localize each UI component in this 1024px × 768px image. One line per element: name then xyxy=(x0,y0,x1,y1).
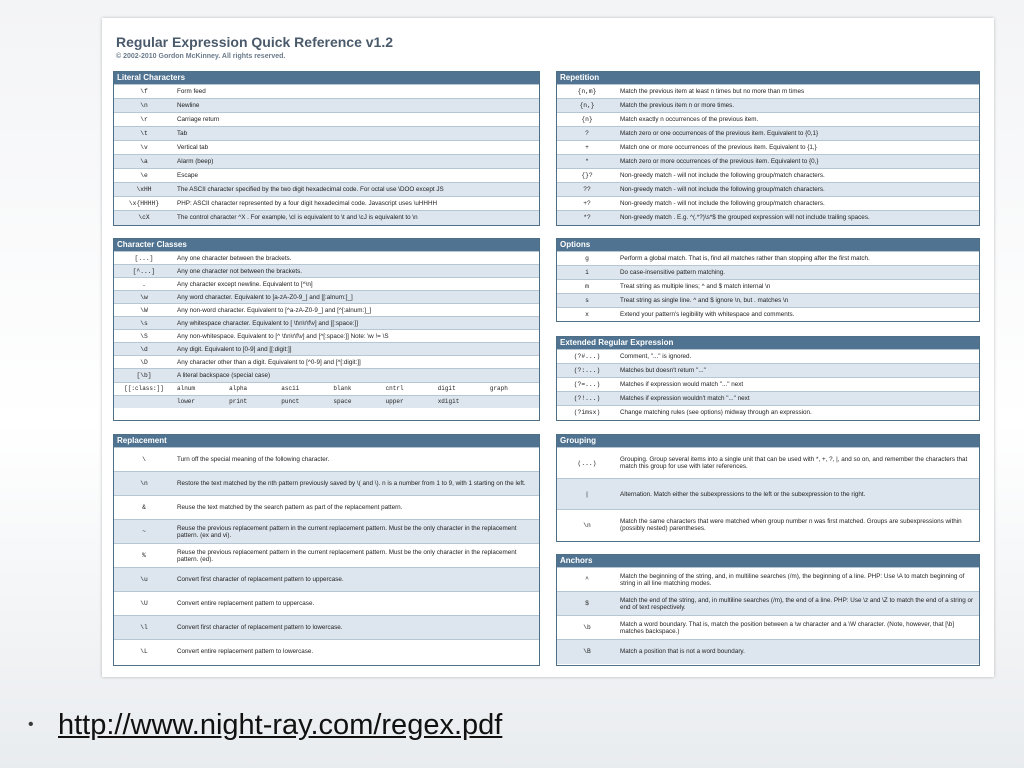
description: Matches if expression wouldn't match "..." next xyxy=(617,392,979,406)
table-row xyxy=(557,252,979,266)
class-name: punct xyxy=(278,395,330,408)
class-name: print xyxy=(226,395,278,408)
syntax-token: s xyxy=(557,294,617,308)
panel-title: Extended Regular Expression xyxy=(557,337,979,349)
table-row xyxy=(557,364,979,378)
grouping-table xyxy=(557,447,979,541)
syntax-token: \l xyxy=(114,616,174,640)
table-row xyxy=(557,308,979,322)
table-row xyxy=(114,265,539,278)
description: Alternation. Match either the subexpressions to the left or the subexpression to the right. xyxy=(617,479,979,510)
table-row xyxy=(557,479,979,510)
table-row xyxy=(114,640,539,664)
extended-table xyxy=(557,349,979,420)
syntax-token: & xyxy=(114,496,174,520)
table-row xyxy=(557,350,979,364)
syntax-token: [^...] xyxy=(114,265,174,278)
table-row xyxy=(114,278,539,291)
panel-extended-regex xyxy=(556,336,980,421)
description: Convert first character of replacement pattern to uppercase. xyxy=(174,568,539,592)
anchors-table xyxy=(557,567,979,664)
description: Any whitespace character. Equivalent to [ \t\n\r\f\v] and [[:space:]] xyxy=(174,317,539,330)
table-row xyxy=(114,592,539,616)
description: Reuse the previous replacement pattern in the current replacement pattern. Must be the only character in the replacement pattern. (ex and vi). xyxy=(174,520,539,544)
syntax-token: [...] xyxy=(114,252,174,265)
class-name: graph xyxy=(487,382,539,395)
description: Match the previous item n or more times. xyxy=(617,99,979,113)
description: Perform a global match. That is, find all matches rather than stopping after the first match. xyxy=(617,252,979,266)
panel-title: Anchors xyxy=(557,555,979,567)
description: Escape xyxy=(174,169,539,183)
table-row xyxy=(114,382,539,395)
table-row xyxy=(114,85,539,99)
panel-title: Character Classes xyxy=(114,239,539,251)
document-title: Regular Expression Quick Reference v1.2 xyxy=(116,34,394,50)
description: Reuse the text matched by the search pattern as part of the replacement pattern. xyxy=(174,496,539,520)
document-copyright: © 2002-2010 Gordon McKinney. All rights reserved. xyxy=(116,53,286,60)
syntax-token: {n,m} xyxy=(557,85,617,99)
syntax-token: \r xyxy=(114,113,174,127)
table-row xyxy=(114,330,539,343)
description: Match the end of the string, and, in multiline searches (/m), the end of a line. PHP: Use \z and \Z to match the end of a string or end of text respectively. xyxy=(617,592,979,616)
description: Comment, "..." is ignored. xyxy=(617,350,979,364)
table-row xyxy=(114,520,539,544)
syntax-token: \cX xyxy=(114,211,174,225)
class-name: alnum xyxy=(174,382,226,395)
syntax-token: \d xyxy=(114,343,174,356)
syntax-token: {n} xyxy=(557,113,617,127)
syntax-token: \n xyxy=(114,99,174,113)
table-row xyxy=(114,568,539,592)
description: Match one or more occurrences of the previous item. Equivalent to {1,} xyxy=(617,141,979,155)
description: Match exactly n occurrences of the previous item. xyxy=(617,113,979,127)
syntax-token: \D xyxy=(114,356,174,369)
table-row xyxy=(114,291,539,304)
table-row xyxy=(557,99,979,113)
description: Carriage return xyxy=(174,113,539,127)
description: Vertical tab xyxy=(174,141,539,155)
syntax-token: (?#...) xyxy=(557,350,617,364)
syntax-token: ?? xyxy=(557,183,617,197)
syntax-token: \a xyxy=(114,155,174,169)
description: Any word character. Equivalent to [a-zA-Z0-9_] and [[:alnum:]_] xyxy=(174,291,539,304)
syntax-token: $ xyxy=(557,592,617,616)
panel-title: Replacement xyxy=(114,435,539,447)
table-row xyxy=(557,592,979,616)
table-row xyxy=(557,183,979,197)
description: Match the beginning of the string, and, in multiline searches (/m), the beginning of a line. PHP: Use \A to match beginning of string in all line matching modes. xyxy=(617,568,979,592)
table-row xyxy=(114,113,539,127)
description: Non-greedy match - will not include the following group/match characters. xyxy=(617,183,979,197)
reference-link[interactable]: http://www.night-ray.com/regex.pdf xyxy=(58,709,503,741)
syntax-token: (?!...) xyxy=(557,392,617,406)
description: Extend your pattern's legibility with whitespace and comments. xyxy=(617,308,979,322)
panel-replacement xyxy=(113,434,540,666)
table-row xyxy=(114,472,539,496)
description: Non-greedy match - will not include the following group/match characters. xyxy=(617,197,979,211)
syntax-token: % xyxy=(114,544,174,568)
description: Convert first character of replacement pattern to lowercase. xyxy=(174,616,539,640)
panel-grouping xyxy=(556,434,980,542)
table-row xyxy=(557,211,979,225)
class-name xyxy=(487,395,539,408)
table-row xyxy=(114,99,539,113)
description: Any digit. Equivalent to [0-9] and [[:digit:]] xyxy=(174,343,539,356)
description: Alarm (beep) xyxy=(174,155,539,169)
options-table xyxy=(557,251,979,322)
table-row xyxy=(114,155,539,169)
bullet-marker: • xyxy=(28,716,34,733)
table-row xyxy=(557,294,979,308)
character-classes-table xyxy=(114,251,539,382)
syntax-token: \u xyxy=(114,568,174,592)
table-row xyxy=(557,169,979,183)
syntax-token: i xyxy=(557,266,617,280)
description: Match zero or one occurrences of the previous item. Equivalent to {0,1} xyxy=(617,127,979,141)
description: Reuse the previous replacement pattern in the current replacement pattern. Must be the only character in the replacement pattern. (ed). xyxy=(174,544,539,568)
table-row xyxy=(557,127,979,141)
syntax-token: \w xyxy=(114,291,174,304)
syntax-token: (?=...) xyxy=(557,378,617,392)
syntax-token: \U xyxy=(114,592,174,616)
panel-title: Grouping xyxy=(557,435,979,447)
table-row xyxy=(557,85,979,99)
description: Non-greedy match - will not include the following group/match characters. xyxy=(617,169,979,183)
class-name: blank xyxy=(330,382,382,395)
syntax-token: | xyxy=(557,479,617,510)
panel-anchors xyxy=(556,554,980,666)
syntax-token: \S xyxy=(114,330,174,343)
class-key-blank xyxy=(114,395,174,408)
description: Match the previous item at least n times but no more than m times xyxy=(617,85,979,99)
description: Any non-whitespace. Equivalent to [^ \t\n\r\f\v] and [^[:space:]] Note: \w != \S xyxy=(174,330,539,343)
description: Match the same characters that were matched when group number n was first matched. Groups are subexpressions within (possibly nested) parentheses. xyxy=(617,510,979,541)
class-name: xdigit xyxy=(435,395,487,408)
table-row xyxy=(557,510,979,541)
table-row xyxy=(557,406,979,420)
reference-sheet xyxy=(102,18,994,677)
syntax-token: (?:...) xyxy=(557,364,617,378)
description: Any character except newline. Equivalent to [^\n] xyxy=(174,278,539,291)
description: Match a word boundary. That is, match the position between a \w character and a \W character. (Note, however, that [\b] matches backspace.) xyxy=(617,616,979,640)
table-row xyxy=(557,155,979,169)
replacement-table xyxy=(114,447,539,664)
posix-classes-table xyxy=(114,382,539,409)
class-name: lower xyxy=(174,395,226,408)
syntax-token: \B xyxy=(557,640,617,664)
panel-literal-characters xyxy=(113,71,540,226)
table-row xyxy=(557,141,979,155)
table-row xyxy=(114,127,539,141)
table-row xyxy=(114,448,539,472)
description: Restore the text matched by the nth pattern previously saved by \( and \). n is a number from 1 to 9, with 1 starting on the left. xyxy=(174,472,539,496)
syntax-token: \e xyxy=(114,169,174,183)
description: Treat string as multiple lines; ^ and $ match internal \n xyxy=(617,280,979,294)
class-name: alpha xyxy=(226,382,278,395)
syntax-token: \n xyxy=(114,472,174,496)
syntax-token: +? xyxy=(557,197,617,211)
description: Match a position that is not a word boundary. xyxy=(617,640,979,664)
table-row xyxy=(557,568,979,592)
syntax-token: ? xyxy=(557,127,617,141)
syntax-token: *? xyxy=(557,211,617,225)
table-row xyxy=(114,544,539,568)
table-row xyxy=(114,343,539,356)
description: Newline xyxy=(174,99,539,113)
syntax-token: m xyxy=(557,280,617,294)
syntax-token: . xyxy=(114,278,174,291)
description: The ASCII character specified by the two digit hexadecimal code. For octal use \DOO except JS xyxy=(174,183,539,197)
description: Any one character between the brackets. xyxy=(174,252,539,265)
panel-repetition xyxy=(556,71,980,226)
table-row xyxy=(114,304,539,317)
description: Turn off the special meaning of the following character. xyxy=(174,448,539,472)
panel-options xyxy=(556,238,980,322)
syntax-token: g xyxy=(557,252,617,266)
syntax-token: (...) xyxy=(557,448,617,479)
table-row xyxy=(114,183,539,197)
syntax-token: {n,} xyxy=(557,99,617,113)
description: Matches but doesn't return "..." xyxy=(617,364,979,378)
description: Do case-insensitive pattern matching. xyxy=(617,266,979,280)
panel-title: Repetition xyxy=(557,72,979,84)
syntax-token: \x{HHHH} xyxy=(114,197,174,211)
table-row xyxy=(557,640,979,664)
description: Grouping. Group several items into a single unit that can be used with *, +, ?, |, and so on, and remember the characters that match this group for use with later references. xyxy=(617,448,979,479)
syntax-token: \W xyxy=(114,304,174,317)
table-row xyxy=(114,616,539,640)
syntax-token: ~ xyxy=(114,520,174,544)
syntax-token: x xyxy=(557,308,617,322)
syntax-token: + xyxy=(557,141,617,155)
syntax-token: \v xyxy=(114,141,174,155)
description: Convert entire replacement pattern to uppercase. xyxy=(174,592,539,616)
syntax-token: \L xyxy=(114,640,174,664)
description: Convert entire replacement pattern to lowercase. xyxy=(174,640,539,664)
table-row xyxy=(114,496,539,520)
table-row xyxy=(557,616,979,640)
description: Matches if expression would match "..." next xyxy=(617,378,979,392)
description: Change matching rules (see options) midway through an expression. xyxy=(617,406,979,420)
panel-character-classes xyxy=(113,238,540,421)
syntax-token: {}? xyxy=(557,169,617,183)
class-name: cntrl xyxy=(383,382,435,395)
syntax-token: \t xyxy=(114,127,174,141)
table-row xyxy=(114,141,539,155)
syntax-token: ^ xyxy=(557,568,617,592)
syntax-token: (?imsx) xyxy=(557,406,617,420)
table-row xyxy=(557,266,979,280)
table-row xyxy=(557,280,979,294)
panel-title: Options xyxy=(557,239,979,251)
syntax-token: \n xyxy=(557,510,617,541)
repetition-table xyxy=(557,84,979,225)
class-name: ascii xyxy=(278,382,330,395)
description: Match zero or more occurrences of the previous item. Equivalent to {0,} xyxy=(617,155,979,169)
table-row xyxy=(114,197,539,211)
description: Tab xyxy=(174,127,539,141)
table-row xyxy=(114,252,539,265)
description: The control character ^X . For example, \cI is equivalent to \t and \cJ is equivalent to \n xyxy=(174,211,539,225)
class-key: [[:class:]] xyxy=(114,382,174,395)
table-row xyxy=(557,448,979,479)
description: Any one character not between the brackets. xyxy=(174,265,539,278)
literal-table xyxy=(114,84,539,225)
table-row xyxy=(114,356,539,369)
table-row xyxy=(114,317,539,330)
table-row xyxy=(557,197,979,211)
description: Any non-word character. Equivalent to [^a-zA-Z0-9_] and [^[:alnum:]_] xyxy=(174,304,539,317)
table-row xyxy=(557,113,979,127)
description: Treat string as single line. ^ and $ ignore \n, but . matches \n xyxy=(617,294,979,308)
syntax-token: \b xyxy=(557,616,617,640)
description: Non-greedy match . E.g. ^(.*?)\s*$ the grouped expression will not include trailing spaces. xyxy=(617,211,979,225)
class-name: upper xyxy=(383,395,435,408)
syntax-token: \ xyxy=(114,448,174,472)
class-name: space xyxy=(330,395,382,408)
table-row xyxy=(114,211,539,225)
panel-title: Literal Characters xyxy=(114,72,539,84)
description: Any character other than a digit. Equivalent to [^0-9] and [^[:digit:]] xyxy=(174,356,539,369)
syntax-token: \f xyxy=(114,85,174,99)
table-row xyxy=(557,392,979,406)
syntax-token: \s xyxy=(114,317,174,330)
table-row xyxy=(114,169,539,183)
table-row xyxy=(557,378,979,392)
table-row xyxy=(114,369,539,382)
table-row xyxy=(114,395,539,408)
description: PHP: ASCII character represented by a four digit hexadecimal code. Javascript uses \uHHHH xyxy=(174,197,539,211)
syntax-token: [\b] xyxy=(114,369,174,382)
syntax-token: * xyxy=(557,155,617,169)
description: A literal backspace (special case) xyxy=(174,369,539,382)
syntax-token: \xHH xyxy=(114,183,174,197)
class-name: digit xyxy=(435,382,487,395)
description: Form feed xyxy=(174,85,539,99)
